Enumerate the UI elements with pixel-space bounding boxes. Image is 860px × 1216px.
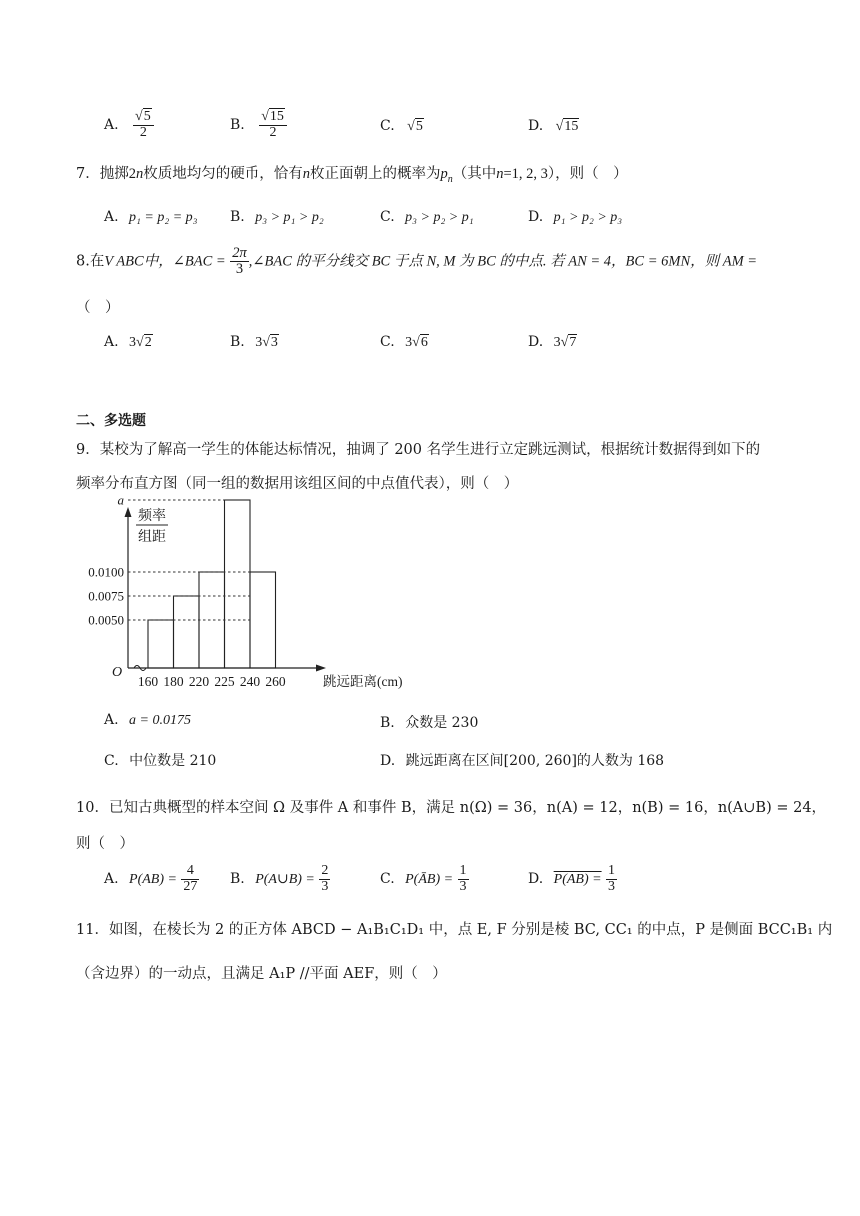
q9-option-a xyxy=(104,712,191,729)
numerator: 1 xyxy=(459,863,467,878)
option-lhs: P(AB) = xyxy=(129,872,177,888)
q10-line2: 则（ ） xyxy=(76,836,134,852)
q7-text: =1, 2, 3 xyxy=(503,166,548,182)
square-root: √2 xyxy=(136,335,152,350)
square-root: √5 xyxy=(407,119,423,134)
x-tick-label: 160 xyxy=(137,674,159,689)
q7-text: 2 xyxy=(128,166,136,182)
fraction xyxy=(319,864,330,894)
option-text: p₁ > p₂ > p₃ xyxy=(553,210,623,225)
y-axis-label-bottom: 组距 xyxy=(138,530,166,545)
q8-paren: （ ） xyxy=(76,300,120,316)
q8-option-c xyxy=(380,334,429,351)
q8-stem xyxy=(76,246,757,277)
option-letter: A. xyxy=(104,209,119,225)
square-root: √7 xyxy=(560,335,577,350)
option-letter: C. xyxy=(104,753,119,769)
option-letter: D. xyxy=(528,334,544,350)
radicand: 3 xyxy=(270,335,278,350)
radicand: 6 xyxy=(420,335,428,350)
denominator: 2 xyxy=(269,124,277,140)
option-letter: A. xyxy=(104,871,119,888)
q10-option-b xyxy=(230,864,330,894)
y-tick-label: a xyxy=(117,492,124,508)
option-text: 中位数是 210 xyxy=(129,753,217,769)
option-letter: C. xyxy=(380,118,395,134)
radicand: 5 xyxy=(143,109,151,124)
q6-option-a xyxy=(104,110,154,140)
q9-line1: 9．某校为了解高一学生的体能达标情况，抽调了 200 名学生进行立定跳远测试，根据统计数据得到如下的 xyxy=(76,442,761,458)
numerator: 2 xyxy=(321,863,329,878)
q11-line2: （含边界）的一动点，且满足 A₁P //平面 AEF，则（ ） xyxy=(76,966,447,982)
option-letter: B. xyxy=(230,334,245,350)
q9-option-c xyxy=(104,750,216,770)
denominator: 2 xyxy=(139,124,147,140)
histogram-chart xyxy=(76,492,406,698)
origin-label: O xyxy=(112,665,123,680)
q6-option-c xyxy=(380,118,424,135)
option-letter: B. xyxy=(230,209,245,225)
square-root: √15 xyxy=(555,119,579,134)
histogram-bar xyxy=(225,500,251,668)
option-text: p₃ > p₁ > p₂ xyxy=(255,210,324,225)
q10-option-d xyxy=(528,864,617,894)
fraction xyxy=(230,246,249,277)
x-tick-label: 260 xyxy=(265,674,286,689)
q8-option-a xyxy=(104,334,153,351)
q10-option-a xyxy=(104,864,199,894)
radicand: 15 xyxy=(269,109,284,124)
q7-text: （其中 xyxy=(452,166,497,182)
option-lhs: P(ĀB) = xyxy=(405,872,454,888)
histogram-bar xyxy=(148,620,174,668)
x-tick-label: 220 xyxy=(188,674,210,689)
q7-option-a xyxy=(104,209,198,226)
x-tick-label: 225 xyxy=(214,674,235,689)
radicand: 2 xyxy=(144,335,152,350)
q7-text: 枚正面朝上的概率为 xyxy=(309,166,441,182)
option-lhs: P(A∪B) = xyxy=(255,872,315,888)
numerator: 1 xyxy=(608,863,616,878)
q7-text: n xyxy=(135,166,144,182)
option-letter: C. xyxy=(380,334,395,350)
q7-option-c xyxy=(380,209,474,226)
section-title: 二、多选题 xyxy=(76,413,146,429)
q8-text: 8.在 xyxy=(76,253,105,270)
q8-text: ,∠BAC 的平分线交 BC 于点 N, M 为 BC 的中点. 若 AN = 4，BC = 6MN，则 AM = xyxy=(248,253,758,270)
option-text: a = 0.0175 xyxy=(129,713,191,728)
q8-text: V ABC xyxy=(104,253,144,270)
option-letter: B. xyxy=(230,117,245,134)
denominator: 3 xyxy=(608,878,616,894)
option-text: 跳远距离在区间[200, 260]的人数为 168 xyxy=(405,753,665,769)
radicand: 7 xyxy=(569,335,577,350)
radicand: 15 xyxy=(564,119,579,134)
numerator: 2π xyxy=(232,245,247,261)
q7-option-b xyxy=(230,209,324,226)
y-tick-label: 0.0075 xyxy=(88,588,124,604)
square-root: √6 xyxy=(412,335,428,350)
option-text: p₃ > p₂ > p₁ xyxy=(405,210,474,225)
option-text: p₁ = p₂ = p₃ xyxy=(129,210,198,225)
option-letter: B. xyxy=(230,871,245,888)
option-letter: A. xyxy=(104,117,119,134)
option-lhs: P(AB) = xyxy=(553,872,602,888)
q8-option-d xyxy=(528,334,577,351)
coefficient: 3 xyxy=(129,335,137,350)
y-axis-arrow xyxy=(125,507,132,517)
square-root: √3 xyxy=(262,335,278,350)
q6-option-d xyxy=(528,118,579,135)
option-letter: D. xyxy=(380,753,396,769)
option-letter: A. xyxy=(104,712,119,728)
fraction xyxy=(606,864,617,894)
y-axis-label-top: 频率 xyxy=(138,509,166,524)
numerator: 4 xyxy=(181,864,199,880)
q7-text: ），则（ ） xyxy=(547,166,628,182)
q6-option-b xyxy=(230,110,287,140)
x-tick-label: 180 xyxy=(163,674,184,689)
option-letter: C. xyxy=(380,871,395,888)
option-letter: C. xyxy=(380,209,395,225)
q7-text: n xyxy=(447,173,453,185)
q7-text: p xyxy=(440,166,448,182)
option-letter: D. xyxy=(528,871,544,888)
x-axis-arrow xyxy=(316,665,326,672)
q7-text: 枚质地均匀的硬币，恰有 xyxy=(143,166,303,182)
q10-option-c xyxy=(380,864,469,894)
histogram-bar xyxy=(199,572,225,668)
histogram-bar xyxy=(250,572,276,668)
q9-option-b xyxy=(380,712,478,732)
q7-option-d xyxy=(528,209,622,226)
denominator: 27 xyxy=(183,878,198,894)
q7-stem xyxy=(76,162,628,185)
q7-text: n xyxy=(302,166,310,182)
histogram-bar xyxy=(174,596,200,668)
fraction xyxy=(458,864,469,894)
option-letter: D. xyxy=(528,118,544,134)
option-letter: B. xyxy=(380,715,395,731)
q8-text: 中，∠BAC = xyxy=(143,253,226,270)
fraction xyxy=(181,864,199,894)
option-letter: D. xyxy=(528,209,544,225)
q8-option-b xyxy=(230,334,279,351)
coefficient: 3 xyxy=(553,335,561,350)
x-axis-label: 跳远距离(cm) xyxy=(323,674,403,689)
option-text: 众数是 230 xyxy=(405,715,479,731)
coefficient: 3 xyxy=(405,335,413,350)
denominator: 3 xyxy=(321,878,329,894)
option-letter: A. xyxy=(104,334,119,350)
fraction: $\frac{√15}{2}$ xyxy=(259,110,287,140)
x-tick-label: 240 xyxy=(239,674,261,689)
q11-line1: 11．如图，在棱长为 2 的正方体 ABCD − A₁B₁C₁D₁ 中，点 E, F 分别是棱 BC, CC₁ 的中点，P 是侧面 BCC₁B₁ 内 xyxy=(76,922,833,938)
denominator: 3 xyxy=(459,878,467,894)
q10-line1: 10．已知古典概型的样本空间 Ω 及事件 A 和事件 B，满足 n(Ω) = 36，n(A) = 12，n(B) = 16，n(A∪B) = 24， xyxy=(76,800,827,816)
q9-option-d xyxy=(380,750,664,770)
coefficient: 3 xyxy=(255,335,263,350)
radicand: 5 xyxy=(415,119,423,134)
y-tick-label: 0.0100 xyxy=(88,564,124,580)
denominator: 3 xyxy=(235,261,244,278)
y-tick-label: 0.0050 xyxy=(88,612,124,628)
q9-line2: 频率分布直方图（同一组的数据用该组区间的中点值代表），则（ ） xyxy=(76,476,519,492)
q7-text: n xyxy=(496,166,504,182)
q7-text: 7．抛掷 xyxy=(76,166,129,182)
fraction: $\frac{√5}{2}$ xyxy=(133,110,154,140)
